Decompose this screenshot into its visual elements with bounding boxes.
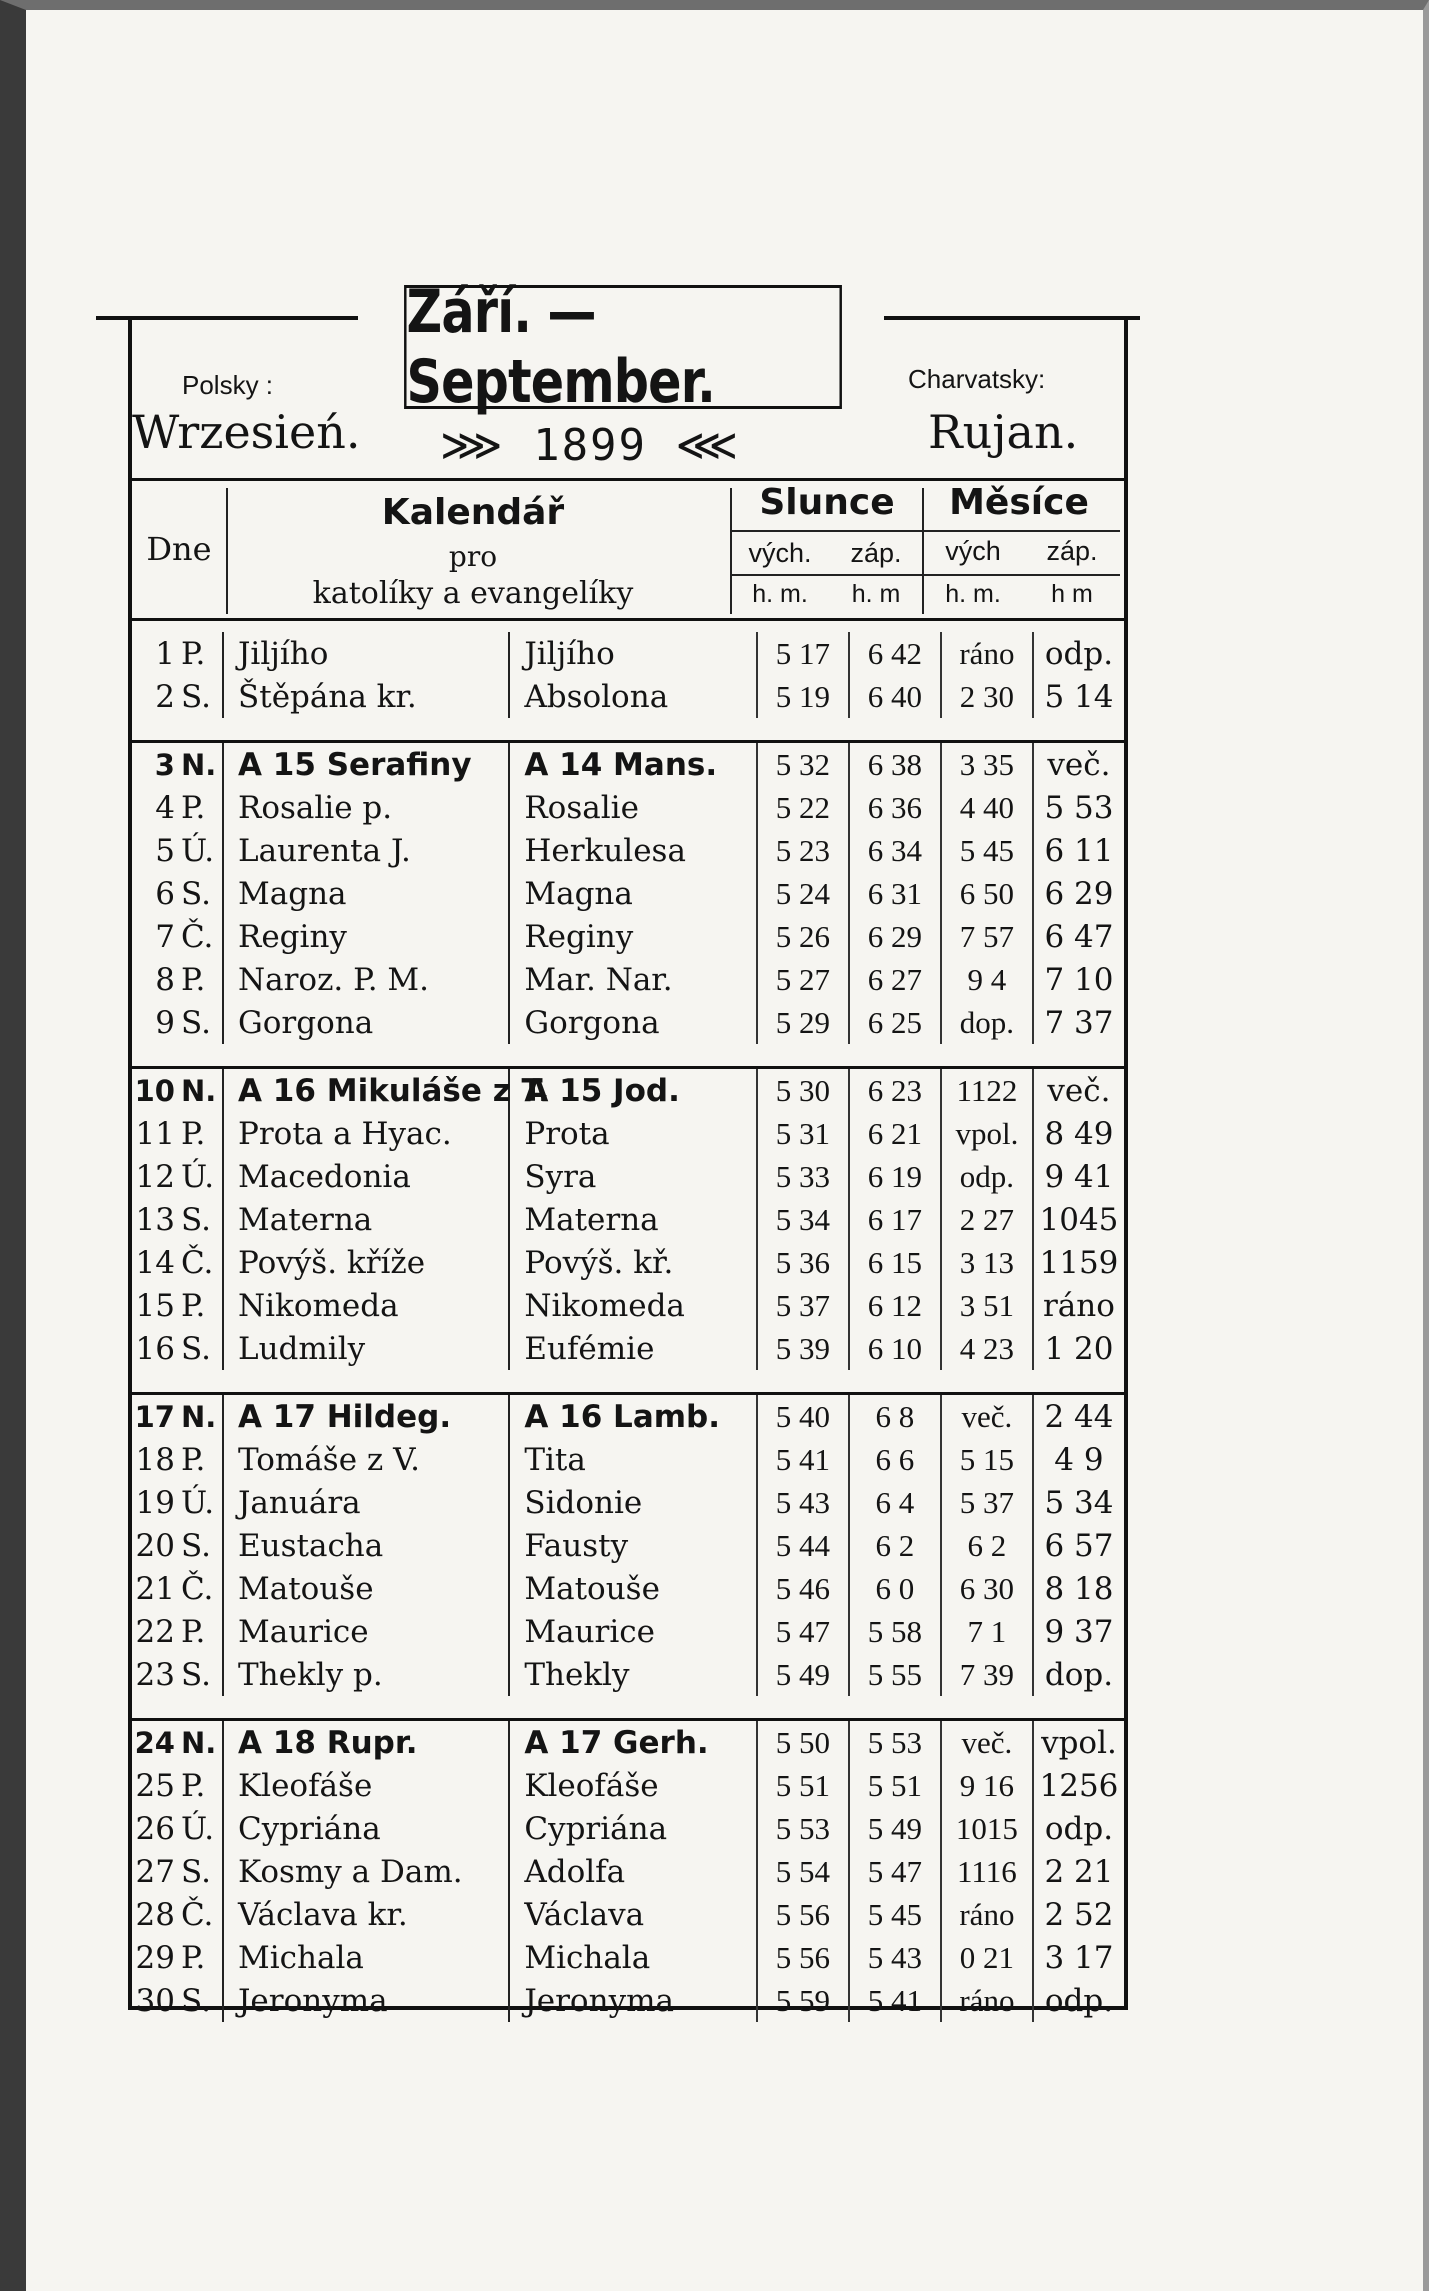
- evangelical-name: Rosalie: [509, 786, 756, 829]
- catholic-name: Ludmily: [223, 1327, 509, 1370]
- catholic-name: A 15 Serafiny: [223, 742, 509, 787]
- evangelical-name: Tita: [509, 1438, 756, 1481]
- moonset: več.: [1033, 742, 1124, 787]
- sunrise: 5 27: [757, 958, 849, 1001]
- moonset: vpol.: [1033, 1720, 1124, 1765]
- day-number: 26: [135, 1810, 175, 1847]
- moonset: 5 14: [1033, 675, 1124, 718]
- moonrise: 7 39: [941, 1653, 1033, 1696]
- day-number: 9: [155, 1004, 175, 1041]
- day-number: 24: [132, 1720, 175, 1765]
- moonset: 7 10: [1033, 958, 1124, 1001]
- moonrise: 1015: [941, 1807, 1033, 1850]
- sunrise: 5 39: [757, 1327, 849, 1370]
- day-number: 20: [135, 1527, 175, 1564]
- catholic-name: Tomáše z V.: [223, 1438, 509, 1481]
- units-moon-set: h m: [1051, 580, 1093, 608]
- day-number: 8: [155, 961, 175, 998]
- evangelical-name: Syra: [509, 1155, 756, 1198]
- catholic-name: Cypriána: [223, 1807, 509, 1850]
- moonrise: 2 27: [941, 1198, 1033, 1241]
- sunset: 6 31: [849, 872, 941, 915]
- moonset: 7 37: [1033, 1001, 1124, 1044]
- sunset: 5 55: [849, 1653, 941, 1696]
- day-row: [132, 1567, 1124, 1610]
- sunset: 5 51: [849, 1764, 941, 1807]
- calendar-title: Kalendář: [381, 492, 565, 533]
- header-bottom-rule: [128, 618, 1128, 621]
- evangelical-name: Thekly: [509, 1653, 756, 1696]
- day-row: [132, 1610, 1124, 1653]
- sunrise: 5 46: [757, 1567, 849, 1610]
- catholic-name: Maurice: [223, 1610, 509, 1653]
- catholic-name: Kleofáše: [223, 1764, 509, 1807]
- sunrise: 5 56: [757, 1936, 849, 1979]
- month-title: Září. — September.: [404, 285, 842, 409]
- sunrise: 5 51: [757, 1764, 849, 1807]
- evangelical-name: A 15 Jod.: [509, 1068, 756, 1113]
- moonrise: 3 35: [941, 742, 1033, 787]
- sunset: 6 29: [849, 915, 941, 958]
- catholic-name: Jeronyma: [223, 1979, 509, 2022]
- day-number: 18: [135, 1441, 175, 1478]
- moonrise: 5 45: [941, 829, 1033, 872]
- moonset: 6 57: [1033, 1524, 1124, 1567]
- sunset: 6 25: [849, 1001, 941, 1044]
- sunset: 5 41: [849, 1979, 941, 2022]
- moonrise: 6 50: [941, 872, 1033, 915]
- weekday: S.: [180, 1982, 211, 2019]
- weekday: Ú.: [180, 832, 215, 869]
- weekday: S.: [180, 1656, 211, 1693]
- catholic-name: Materna: [223, 1198, 509, 1241]
- day-row: [132, 1284, 1124, 1327]
- weekday: Ú.: [180, 1158, 215, 1195]
- evangelical-name: Maurice: [509, 1610, 756, 1653]
- sunset: 6 42: [849, 632, 941, 675]
- moonset: 5 34: [1033, 1481, 1124, 1524]
- day-row: [132, 1807, 1124, 1850]
- weekday: S.: [180, 1527, 211, 1564]
- day-number: 30: [135, 1982, 175, 2019]
- evangelical-name: Fausty: [509, 1524, 756, 1567]
- sunset: 6 19: [849, 1155, 941, 1198]
- moonrise: 6 2: [941, 1524, 1033, 1567]
- catholic-name: Januára: [223, 1481, 509, 1524]
- sunrise: 5 47: [757, 1610, 849, 1653]
- header-subrule-2: [730, 574, 1120, 576]
- catholic-name: Rosalie p.: [223, 786, 509, 829]
- day-row: [132, 915, 1124, 958]
- catholic-name: Naroz. P. M.: [223, 958, 509, 1001]
- moonset: 3 17: [1033, 1936, 1124, 1979]
- day-row: [132, 786, 1124, 829]
- evangelical-name: Nikomeda: [509, 1284, 756, 1327]
- moon-set-header: záp.: [1046, 536, 1098, 566]
- catholic-name: Prota a Hyac.: [223, 1112, 509, 1155]
- moonrise: 0 21: [941, 1936, 1033, 1979]
- day-row: [132, 1155, 1124, 1198]
- sunrise: 5 17: [757, 632, 849, 675]
- moonset: 6 47: [1033, 915, 1124, 958]
- evangelical-name: A 14 Mans.: [509, 742, 756, 787]
- day-row: [132, 958, 1124, 1001]
- day-number: 10: [132, 1068, 175, 1113]
- catholic-name: Macedonia: [223, 1155, 509, 1198]
- evangelical-name: Cypriána: [509, 1807, 756, 1850]
- day-number: 29: [135, 1939, 175, 1976]
- sunset: 6 8: [849, 1394, 941, 1439]
- moon-header: Měsíce: [949, 482, 1089, 523]
- weekday: N.: [175, 742, 223, 787]
- sunrise: 5 19: [757, 675, 849, 718]
- day-row: [132, 1068, 1124, 1113]
- sunset: 6 21: [849, 1112, 941, 1155]
- sun-rise-header: vých.: [748, 538, 812, 568]
- evangelical-name: Václava: [509, 1893, 756, 1936]
- moonset: ráno: [1033, 1284, 1124, 1327]
- header-subrule: [730, 530, 1120, 532]
- evangelical-name: Absolona: [509, 675, 756, 718]
- weekday: Ú.: [180, 1484, 215, 1521]
- day-number: 1: [155, 635, 175, 672]
- sunrise: 5 37: [757, 1284, 849, 1327]
- moonrise: 4 23: [941, 1327, 1033, 1370]
- day-row: [132, 632, 1124, 675]
- evangelical-name: Michala: [509, 1936, 756, 1979]
- sunrise: 5 54: [757, 1850, 849, 1893]
- sun-set-header: záp.: [850, 538, 902, 568]
- day-number: 2: [155, 678, 175, 715]
- sunset: 5 45: [849, 1893, 941, 1936]
- catholic-name: A 17 Hildeg.: [223, 1394, 509, 1439]
- day-number: 4: [155, 789, 175, 826]
- moonset: odp.: [1033, 1979, 1124, 2022]
- sunset: 6 23: [849, 1068, 941, 1113]
- sunset: 6 27: [849, 958, 941, 1001]
- moon-rise-header: vých: [945, 536, 1001, 566]
- weekday: P.: [180, 1287, 206, 1324]
- catholic-name: Matouše: [223, 1567, 509, 1610]
- week-separator: [132, 1044, 1124, 1068]
- moonset: 4 9: [1033, 1438, 1124, 1481]
- moonset: 9 41: [1033, 1155, 1124, 1198]
- moonset: 8 18: [1033, 1567, 1124, 1610]
- moonrise: 1116: [941, 1850, 1033, 1893]
- sunset: 6 12: [849, 1284, 941, 1327]
- sunset: 6 10: [849, 1327, 941, 1370]
- day-number: 12: [135, 1158, 175, 1195]
- moonset: 5 53: [1033, 786, 1124, 829]
- catholic-name: Thekly p.: [223, 1653, 509, 1696]
- sunrise: 5 22: [757, 786, 849, 829]
- evangelical-name: Gorgona: [509, 1001, 756, 1044]
- catholic-name: Reginy: [223, 915, 509, 958]
- moonset: 9 37: [1033, 1610, 1124, 1653]
- moonset: več.: [1033, 1068, 1124, 1113]
- moonset: 6 29: [1033, 872, 1124, 915]
- evangelical-name: Matouše: [509, 1567, 756, 1610]
- day-number: 28: [135, 1896, 175, 1933]
- catholic-name: Václava kr.: [223, 1893, 509, 1936]
- week-separator: [132, 1370, 1124, 1394]
- sunrise: 5 43: [757, 1481, 849, 1524]
- moonrise: 7 57: [941, 915, 1033, 958]
- catholic-name: A 16 Mikuláše z T.: [223, 1068, 509, 1113]
- moonrise: več.: [941, 1720, 1033, 1765]
- weekday: P.: [180, 635, 206, 672]
- day-row: [132, 1481, 1124, 1524]
- day-number: 19: [135, 1484, 175, 1521]
- weekday: P.: [180, 1441, 206, 1478]
- sunset: 5 47: [849, 1850, 941, 1893]
- day-number: 22: [135, 1613, 175, 1650]
- croatian-label: Charvatsky:: [908, 364, 1046, 394]
- moonrise: 5 15: [941, 1438, 1033, 1481]
- catholic-name: Michala: [223, 1936, 509, 1979]
- moonrise: 4 40: [941, 786, 1033, 829]
- day-row: [132, 1241, 1124, 1284]
- weekday: N.: [175, 1394, 223, 1439]
- day-row: [132, 1327, 1124, 1370]
- sunset: 6 2: [849, 1524, 941, 1567]
- day-number: 21: [135, 1570, 175, 1607]
- weekday: S.: [180, 1201, 211, 1238]
- units-moon-rise: h. m.: [945, 580, 1001, 608]
- moonrise: vpol.: [941, 1112, 1033, 1155]
- weekday: S.: [180, 1330, 211, 1367]
- sun-header: Slunce: [759, 482, 895, 523]
- catholic-name: Magna: [223, 872, 509, 915]
- catholic-name: Jiljího: [223, 632, 509, 675]
- evangelical-name: Magna: [509, 872, 756, 915]
- day-row: [132, 742, 1124, 787]
- moonset: odp.: [1033, 1807, 1124, 1850]
- calendar-table: [132, 632, 1124, 2022]
- catholic-name: Gorgona: [223, 1001, 509, 1044]
- evangelical-name: Reginy: [509, 915, 756, 958]
- sunrise: 5 49: [757, 1653, 849, 1696]
- sunset: 6 36: [849, 786, 941, 829]
- day-number: 25: [135, 1767, 175, 1804]
- weekday: P.: [180, 1613, 206, 1650]
- sunrise: 5 41: [757, 1438, 849, 1481]
- moonset: 2 21: [1033, 1850, 1124, 1893]
- day-number: 15: [135, 1287, 175, 1324]
- catholic-name: Eustacha: [223, 1524, 509, 1567]
- polish-month: Wrzesień.: [132, 405, 361, 459]
- weekday: Č.: [180, 1570, 214, 1607]
- sunrise: 5 40: [757, 1394, 849, 1439]
- calendar-sub1: pro: [448, 540, 498, 573]
- weekday: P.: [180, 1767, 206, 1804]
- weekday: S.: [180, 1853, 211, 1890]
- croatian-month: Rujan.: [928, 405, 1079, 459]
- moonset: odp.: [1033, 632, 1124, 675]
- day-row: [132, 1001, 1124, 1044]
- day-row: [132, 1979, 1124, 2022]
- sunset: 5 49: [849, 1807, 941, 1850]
- day-number: 23: [135, 1656, 175, 1693]
- units-sun-set: h. m: [851, 580, 901, 608]
- day-header: Dne: [146, 530, 212, 568]
- sunset: 5 53: [849, 1720, 941, 1765]
- evangelical-name: Herkulesa: [509, 829, 756, 872]
- catholic-name: Povýš. kříže: [223, 1241, 509, 1284]
- weekday: Č.: [180, 1896, 214, 1933]
- moonrise: dop.: [941, 1001, 1033, 1044]
- moonset: 1045: [1033, 1198, 1124, 1241]
- day-number: 16: [135, 1330, 175, 1367]
- day-number: 7: [155, 918, 175, 955]
- sunset: 6 40: [849, 675, 941, 718]
- weekday: Č.: [180, 918, 214, 955]
- sunrise: 5 33: [757, 1155, 849, 1198]
- sunrise: 5 32: [757, 742, 849, 787]
- day-row: [132, 1524, 1124, 1567]
- weekday: P.: [180, 789, 206, 826]
- day-row: [132, 1764, 1124, 1807]
- catholic-name: Laurenta J.: [223, 829, 509, 872]
- evangelical-name: A 16 Lamb.: [509, 1394, 756, 1439]
- sunrise: 5 31: [757, 1112, 849, 1155]
- evangelical-name: Jiljího: [509, 632, 756, 675]
- day-number: 3: [132, 742, 175, 787]
- moonrise: ráno: [941, 1979, 1033, 2022]
- moonrise: 3 13: [941, 1241, 1033, 1284]
- sunset: 6 17: [849, 1198, 941, 1241]
- day-number: 27: [135, 1853, 175, 1890]
- sunrise: 5 36: [757, 1241, 849, 1284]
- weekday: N.: [175, 1068, 223, 1113]
- moonset: 2 44: [1033, 1394, 1124, 1439]
- weekday: P.: [180, 1115, 206, 1152]
- evangelical-name: Mar. Nar.: [509, 958, 756, 1001]
- moonrise: 2 30: [941, 675, 1033, 718]
- moonset: 1159: [1033, 1241, 1124, 1284]
- sunset: 6 38: [849, 742, 941, 787]
- header-rule: [128, 478, 1128, 481]
- sunset: 5 43: [849, 1936, 941, 1979]
- sunrise: 5 44: [757, 1524, 849, 1567]
- sunset: 5 58: [849, 1610, 941, 1653]
- sunrise: 5 24: [757, 872, 849, 915]
- evangelical-name: Eufémie: [509, 1327, 756, 1370]
- moonset: 8 49: [1033, 1112, 1124, 1155]
- moonset: 1 20: [1033, 1327, 1124, 1370]
- day-row: [132, 675, 1124, 718]
- week-separator: [132, 718, 1124, 742]
- day-row: [132, 1112, 1124, 1155]
- weekday: S.: [180, 678, 211, 715]
- moonrise: več.: [941, 1394, 1033, 1439]
- day-row: [132, 1394, 1124, 1439]
- year-label: ⋙ 1899 ⋘: [440, 420, 741, 471]
- day-row: [132, 1653, 1124, 1696]
- sunset: 6 6: [849, 1438, 941, 1481]
- moonrise: 5 37: [941, 1481, 1033, 1524]
- units-sun-rise: h. m.: [752, 580, 808, 608]
- day-row: [132, 1936, 1124, 1979]
- day-row: [132, 1198, 1124, 1241]
- day-row: [132, 1850, 1124, 1893]
- day-number: 11: [135, 1115, 175, 1152]
- evangelical-name: Materna: [509, 1198, 756, 1241]
- evangelical-name: Povýš. kř.: [509, 1241, 756, 1284]
- weekday: P.: [180, 961, 206, 998]
- sunset: 6 15: [849, 1241, 941, 1284]
- moonrise: 6 30: [941, 1567, 1033, 1610]
- sunset: 6 34: [849, 829, 941, 872]
- moonset: 6 11: [1033, 829, 1124, 872]
- weekday: N.: [175, 1720, 223, 1765]
- day-number: 13: [135, 1201, 175, 1238]
- weekday: S.: [180, 875, 211, 912]
- sunrise: 5 56: [757, 1893, 849, 1936]
- sunrise: 5 59: [757, 1979, 849, 2022]
- moonrise: ráno: [941, 632, 1033, 675]
- moonset: 1256: [1033, 1764, 1124, 1807]
- sunrise: 5 34: [757, 1198, 849, 1241]
- weekday: P.: [180, 1939, 206, 1976]
- sunset: 6 4: [849, 1481, 941, 1524]
- day-row: [132, 872, 1124, 915]
- polish-label: Polsky :: [182, 370, 274, 400]
- day-number: 17: [132, 1394, 175, 1439]
- weekday: S.: [180, 1004, 211, 1041]
- sunrise: 5 23: [757, 829, 849, 872]
- moonrise: 1122: [941, 1068, 1033, 1113]
- catholic-name: A 18 Rupr.: [223, 1720, 509, 1765]
- sunrise: 5 30: [757, 1068, 849, 1113]
- weekday: Ú.: [180, 1810, 215, 1847]
- day-row: [132, 1438, 1124, 1481]
- catholic-name: Nikomeda: [223, 1284, 509, 1327]
- moonrise: 3 51: [941, 1284, 1033, 1327]
- moonrise: odp.: [941, 1155, 1033, 1198]
- catholic-name: Kosmy a Dam.: [223, 1850, 509, 1893]
- catholic-name: Štěpána kr.: [223, 675, 509, 718]
- day-number: 5: [155, 832, 175, 869]
- moonrise: ráno: [941, 1893, 1033, 1936]
- day-number: 6: [155, 875, 175, 912]
- day-row: [132, 1893, 1124, 1936]
- moonset: dop.: [1033, 1653, 1124, 1696]
- evangelical-name: Adolfa: [509, 1850, 756, 1893]
- day-row: [132, 829, 1124, 872]
- evangelical-name: Prota: [509, 1112, 756, 1155]
- sunrise: 5 50: [757, 1720, 849, 1765]
- evangelical-name: Jeronyma: [509, 1979, 756, 2022]
- moonrise: 9 4: [941, 958, 1033, 1001]
- calendar-sub2: katolíky a evangelíky: [312, 576, 634, 611]
- sunrise: 5 29: [757, 1001, 849, 1044]
- moonrise: 7 1: [941, 1610, 1033, 1653]
- evangelical-name: Kleofáše: [509, 1764, 756, 1807]
- evangelical-name: A 17 Gerh.: [509, 1720, 756, 1765]
- moonset: 2 52: [1033, 1893, 1124, 1936]
- weekday: Č.: [180, 1244, 214, 1281]
- sunrise: 5 26: [757, 915, 849, 958]
- sunrise: 5 53: [757, 1807, 849, 1850]
- evangelical-name: Sidonie: [509, 1481, 756, 1524]
- week-separator: [132, 1696, 1124, 1720]
- sunset: 6 0: [849, 1567, 941, 1610]
- day-number: 14: [135, 1244, 175, 1281]
- moonrise: 9 16: [941, 1764, 1033, 1807]
- day-row: [132, 1720, 1124, 1765]
